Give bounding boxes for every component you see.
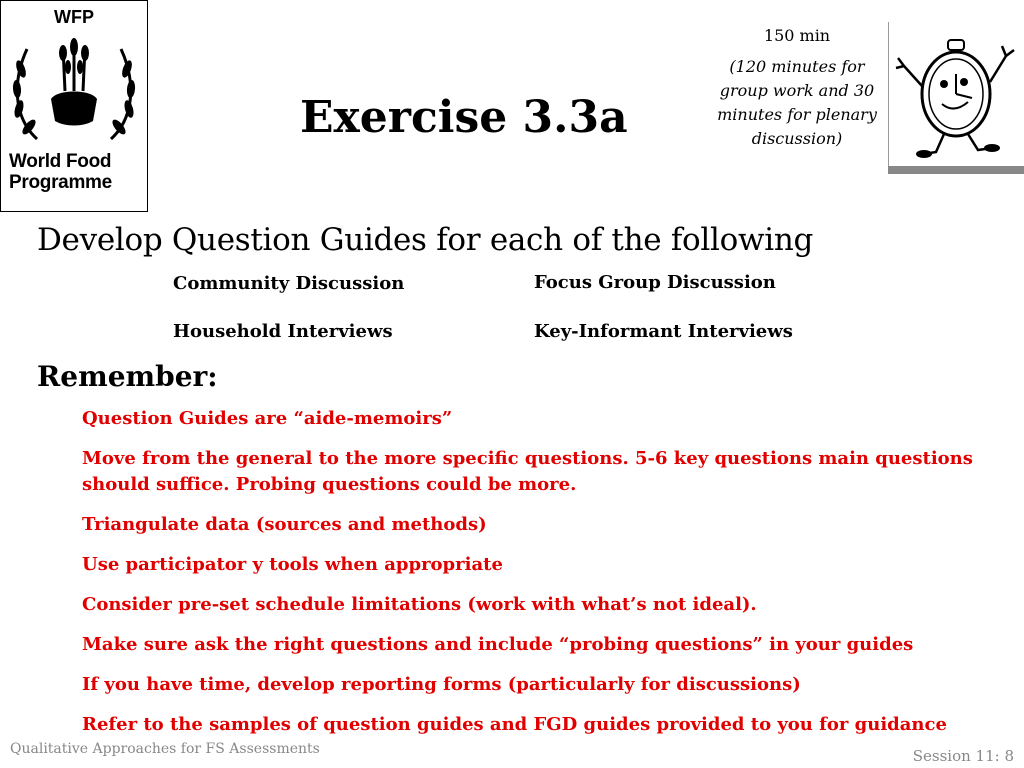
wheat-wreath-icon xyxy=(7,29,141,151)
logo-name xyxy=(9,151,112,193)
tip-item: Refer to the samples of question guides and FGD guides provided to you for guidance xyxy=(82,714,947,735)
footer-slide-number: Session 11: 8 xyxy=(912,747,1014,765)
tip-item: Consider pre-set schedule limitations (work with what’s not ideal). xyxy=(82,594,757,615)
tip-item: Make sure ask the right questions and include “probing questions” in your guides xyxy=(82,634,914,655)
footer-course-title: Qualitative Approaches for FS Assessments xyxy=(10,741,320,757)
guide-community-discussion: Community Discussion xyxy=(173,273,405,294)
running-clock-icon xyxy=(892,26,1020,162)
tips-list xyxy=(82,406,982,752)
logo-name-line1: World Food xyxy=(9,151,112,172)
time-note: (120 minutes for group work and 30 minutes for plenary discussion) xyxy=(717,57,877,148)
time-info xyxy=(712,26,882,151)
logo-name-line2: Programme xyxy=(9,172,112,193)
guide-household-interviews: Household Interviews xyxy=(173,321,393,342)
tip-item: If you have time, develop reporting forms (particularly for discussions) xyxy=(82,674,801,695)
logo-acronym: WFP xyxy=(54,7,94,27)
tip-item: Use participator y tools when appropriate xyxy=(82,554,503,575)
remember-heading: Remember: xyxy=(37,360,218,393)
guide-focus-group-discussion: Focus Group Discussion xyxy=(534,272,776,293)
guide-key-informant-interviews: Key-Informant Interviews xyxy=(534,321,793,342)
wfp-logo xyxy=(0,0,148,212)
tip-item: Triangulate data (sources and methods) xyxy=(82,514,487,535)
tip-item: Move from the general to the more specific questions. 5-6 key questions main questions should suffice. Probing questions could be more. xyxy=(82,448,973,495)
time-minutes: 150 min xyxy=(763,26,831,45)
page-title: Exercise 3.3a xyxy=(300,92,628,143)
subtitle: Develop Question Guides for each of the following xyxy=(37,222,814,258)
tip-item: Question Guides are “aide-memoirs” xyxy=(82,408,453,429)
clock-cartoon-frame xyxy=(888,22,1024,174)
